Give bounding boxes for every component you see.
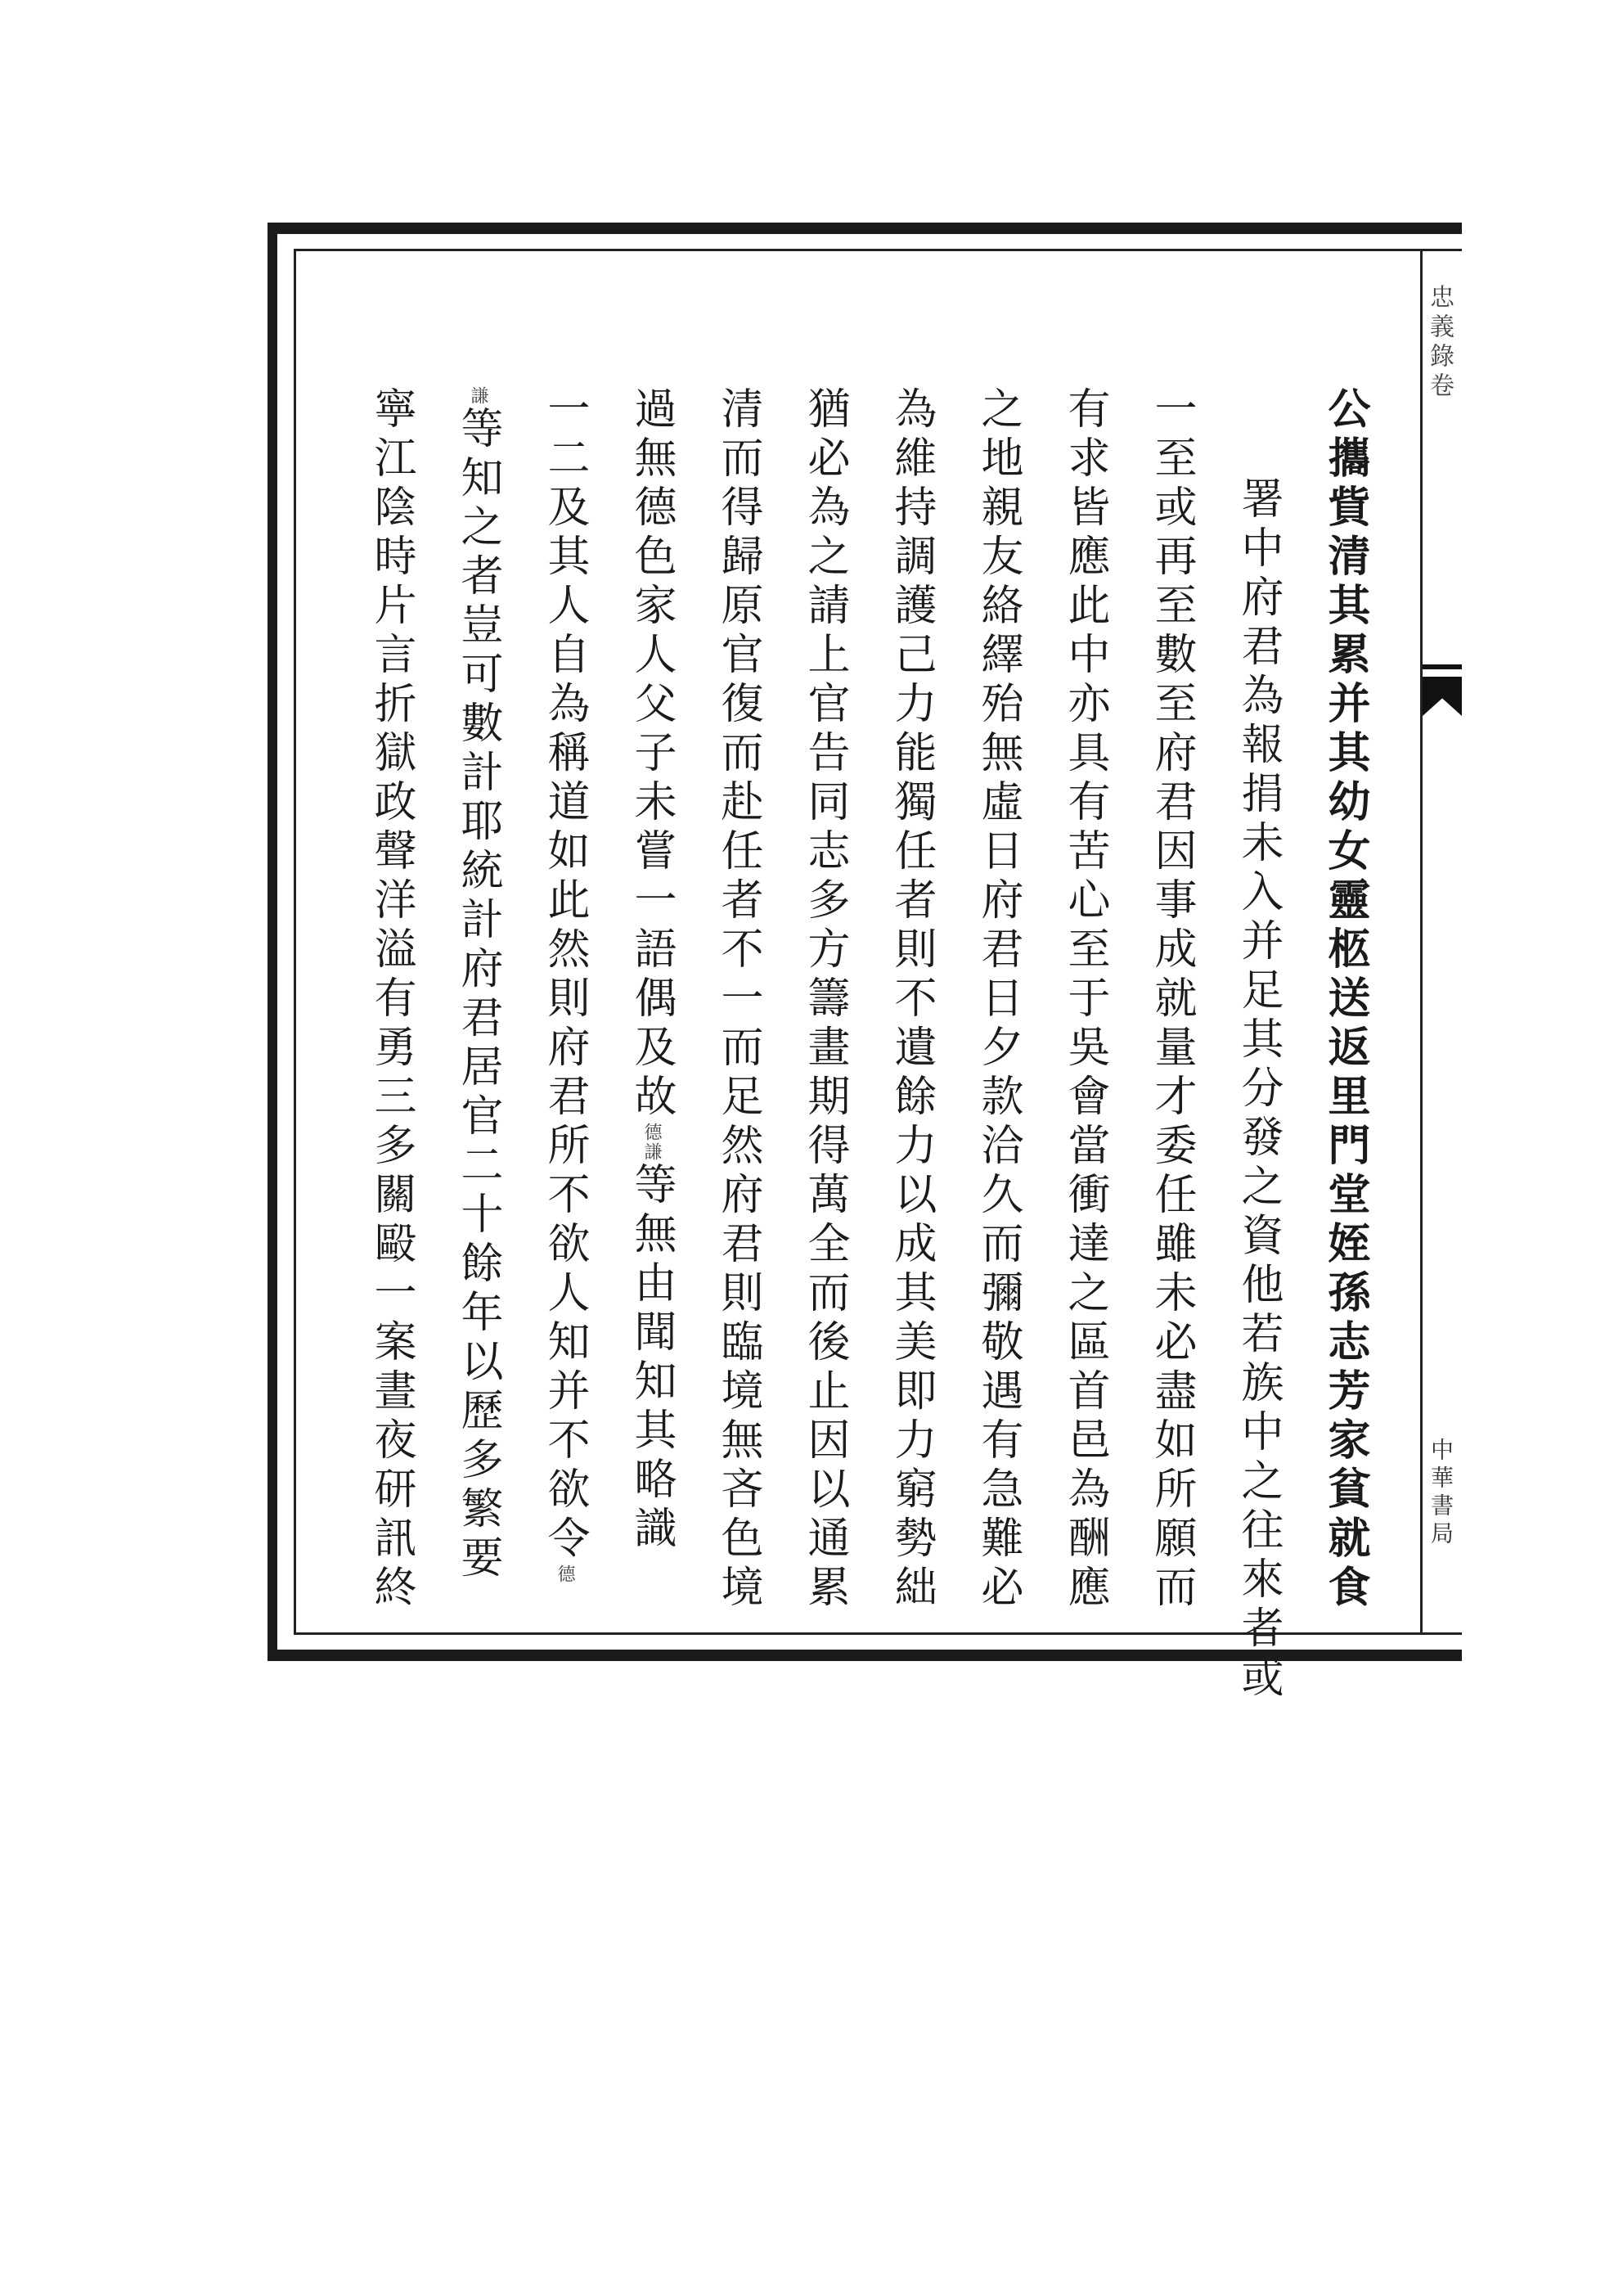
text-column-2: 署中府君為報捐未入并足其分發之資他若族中之往來者或 xyxy=(1234,476,1283,1704)
margin-title: 忠義錄卷 xyxy=(1425,284,1454,402)
text-column-12: 寧江陰時片言折獄政聲洋溢有勇三多關毆一案晝夜研訊終 xyxy=(366,386,416,1614)
text-column-10 xyxy=(521,386,608,1597)
fishtail-line xyxy=(1423,664,1462,669)
small-note-de: 德 xyxy=(555,1564,575,1584)
margin-bottom-text: 中華書局 xyxy=(1427,1438,1454,1549)
text-column-5: 之地親友絡繹殆無虛日府君日夕款洽久而彌敬遇有急難必 xyxy=(973,386,1023,1614)
text-column-9-tail: 等無由聞知其略識 xyxy=(627,1162,676,1555)
text-column-3: 一至或再至數至府君因事成就量才委任雖未必盡如所願而 xyxy=(1147,386,1196,1614)
text-column-7: 猶必為之請上官告同志多方籌畫期得萬全而後止因以通累 xyxy=(800,386,849,1614)
text-column-8: 清而得歸原官復而赴任者不一而足然府君則臨境無吝色境 xyxy=(713,386,762,1614)
page-frame xyxy=(268,223,1462,1704)
text-column-9-main: 過無德色家人父子未嘗一語偶及故 xyxy=(627,386,676,1123)
text-body xyxy=(345,386,1388,1704)
text-column-10-main: 一二及其人自為稱道如此然則府君所不欲人知并不欲令 xyxy=(540,386,589,1564)
text-column-11-main: 等知之者豈可數計耶統計府君居官二十餘年以歷多繁要 xyxy=(453,406,502,1584)
small-note-de-qian: 德謙 xyxy=(641,1123,662,1162)
inner-frame xyxy=(294,249,1462,1704)
text-column-1: 公攜貲清其累并其幼女靈柩送返里門堂姪孫志芳家貧就食 xyxy=(1320,386,1370,1614)
text-column-6: 為維持調護己力能獨任者則不遺餘力以成其美即力窮勢絀 xyxy=(887,386,936,1614)
margin-strip xyxy=(1420,251,1462,1632)
text-column-4: 有求皆應此中亦具有苦心至于吳會當衝達之區首邑為酬應 xyxy=(1060,386,1109,1614)
fishtail-mark xyxy=(1423,677,1462,716)
text-column-11 xyxy=(434,386,521,1597)
small-note-qian: 謙 xyxy=(468,386,488,406)
text-column-9 xyxy=(608,386,695,1597)
